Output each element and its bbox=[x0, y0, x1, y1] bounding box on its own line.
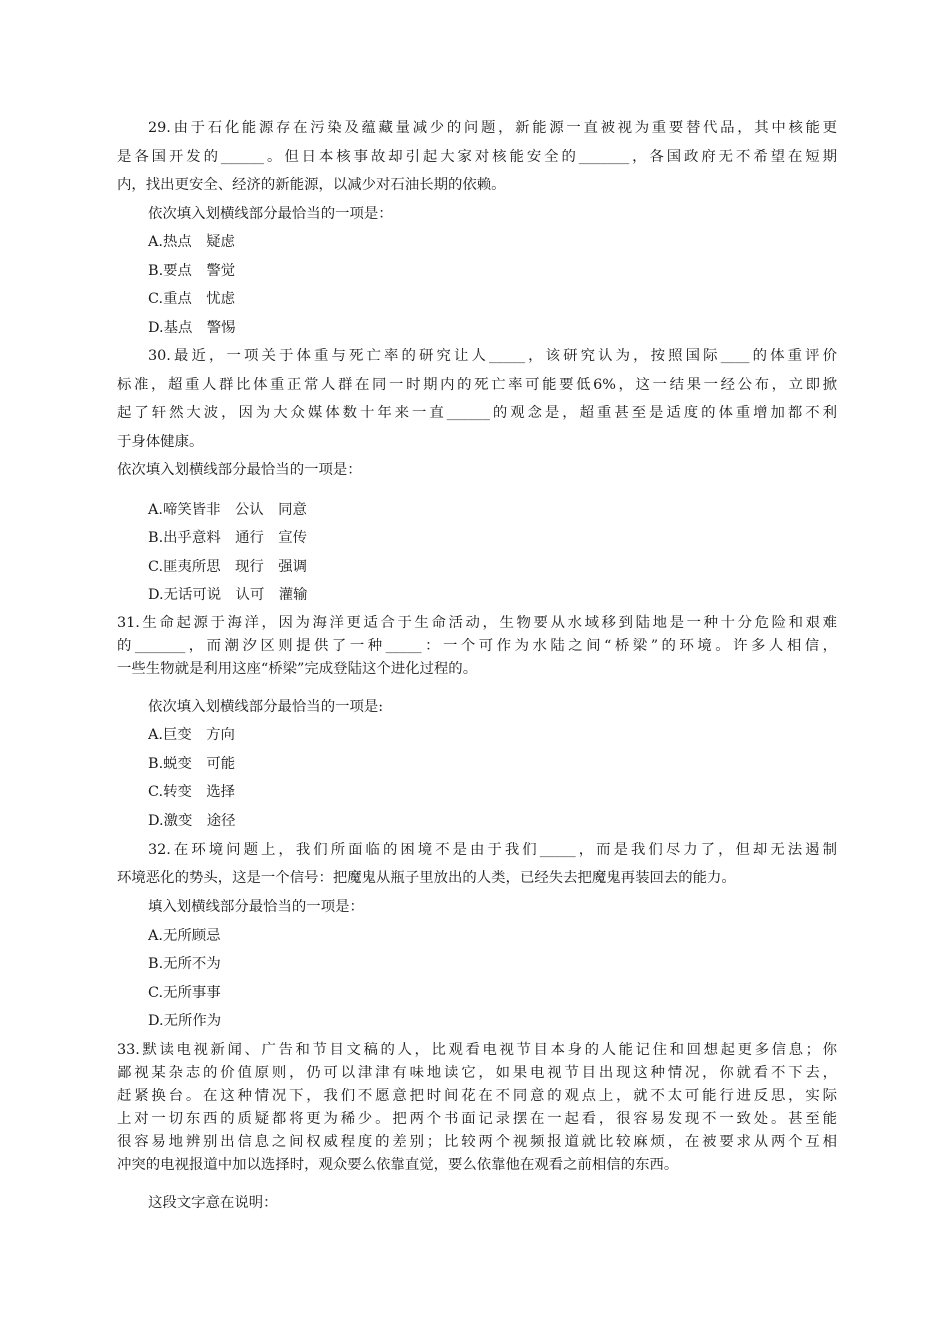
q31-text-line-1: 31.生命起源于海洋，因为海洋更适合于生命活动，生物要从水域移到陆地是一种十分危险和艰难 bbox=[117, 615, 837, 631]
q31-option-d: D.激变 途径 bbox=[148, 813, 236, 829]
q31-text-line-3: 一些生物就是利用这座“桥梁”完成登陆这个进化过程的。 bbox=[117, 661, 478, 677]
q31-option-b: B.蜕变 可能 bbox=[148, 756, 236, 772]
q32-option-c: C.无所事事 bbox=[148, 985, 221, 1001]
q32-text-line-2: 环境恶化的势头，这是一个信号：把魔鬼从瓶子里放出的人类，已经失去把魔鬼再装回去的能力。 bbox=[117, 870, 736, 886]
q31-option-c: C.转变 选择 bbox=[148, 784, 236, 800]
q29-prompt: 依次填入划横线部分最恰当的一项是： bbox=[148, 206, 393, 222]
q30-text-line-3: 起了轩然大波，因为大众媒体数十年来一直______的观念是，超重甚至是适度的体重增加都不利 bbox=[117, 405, 837, 421]
q30-text-line-4: 于身体健康。 bbox=[117, 434, 204, 450]
q29-option-d: D.基点 警惕 bbox=[148, 320, 236, 336]
q31-text-line-2: 的_______，而潮汐区则提供了一种_____：一个可作为水陆之间“桥梁”的环境。许多人相信， bbox=[117, 638, 837, 654]
q32-text-line-1: 32.在环境问题上，我们所面临的困境不是由于我们_____，而是我们尽力了，但却无法遏制 bbox=[148, 842, 837, 858]
q30-option-c: C.匪夷所思 现行 强调 bbox=[148, 559, 307, 575]
q33-text-line-4: 上对一切东西的质疑都将更为稀少。把两个书面记录摆在一起看，很容易发现不一致处。甚至能 bbox=[117, 1111, 837, 1127]
q33-prompt: 这段文字意在说明： bbox=[148, 1195, 278, 1211]
q30-prompt: 依次填入划横线部分最恰当的一项是： bbox=[117, 462, 362, 478]
q30-option-b: B.出乎意料 通行 宣传 bbox=[148, 530, 308, 546]
q29-option-a: A.热点 疑虑 bbox=[148, 234, 235, 250]
q33-text-line-3: 赶紧换台。在这种情况下，我们不愿意把时间花在不同意的观点上，就不太可能行进反思，实际 bbox=[117, 1088, 837, 1104]
q33-text-line-2: 鄙视某杂志的价值原则，仍可以津津有味地读它，如果电视节目出现这种情况，你就看不下去， bbox=[117, 1065, 837, 1081]
q29-text-line-3: 内，找出更安全、经济的新能源，以减少对石油长期的依赖。 bbox=[117, 177, 506, 193]
q30-text-line-1: 30.最近，一项关于体重与死亡率的研究让人_____，该研究认为，按照国际____的体重评价 bbox=[148, 348, 837, 364]
q29-option-b: B.要点 警觉 bbox=[148, 263, 236, 279]
q32-option-a: A.无所顾忌 bbox=[148, 928, 221, 944]
q31-option-a: A.巨变 方向 bbox=[148, 727, 235, 743]
q33-text-line-6: 冲突的电视报道中加以选择时，观众要么依靠直觉，要么依靠他在观看之前相信的东西。 bbox=[117, 1157, 679, 1173]
q30-text-line-2: 标准，超重人群比体重正常人群在同一时期内的死亡率可能要低6%，这一结果一经公布，立即掀 bbox=[117, 377, 837, 393]
q32-prompt: 填入划横线部分最恰当的一项是： bbox=[148, 899, 364, 915]
q29-text-line-1: 29.由于石化能源存在污染及蕴藏量减少的问题，新能源一直被视为重要替代品，其中核能更 bbox=[148, 120, 837, 136]
q33-text-line-5: 很容易地辨别出信息之间权威程度的差别；比较两个视频报道就比较麻烦，在被要求从两个互相 bbox=[117, 1134, 837, 1150]
q32-option-b: B.无所不为 bbox=[148, 956, 221, 972]
q29-text-line-2: 是各国开发的______。但日本核事故却引起大家对核能安全的_______，各国政府无不希望在短期 bbox=[117, 149, 837, 165]
q30-option-d: D.无话可说 认可 灌输 bbox=[148, 587, 308, 603]
q29-option-c: C.重点 忧虑 bbox=[148, 291, 236, 307]
q31-prompt: 依次填入划横线部分最恰当的一项是: bbox=[148, 699, 384, 715]
q32-option-d: D.无所作为 bbox=[148, 1013, 222, 1029]
q33-text-line-1: 33.默读电视新闻、广告和节目文稿的人，比观看电视节目本身的人能记住和回想起更多信息；你 bbox=[117, 1042, 837, 1058]
q30-option-a: A.啼笑皆非 公认 同意 bbox=[148, 502, 307, 518]
